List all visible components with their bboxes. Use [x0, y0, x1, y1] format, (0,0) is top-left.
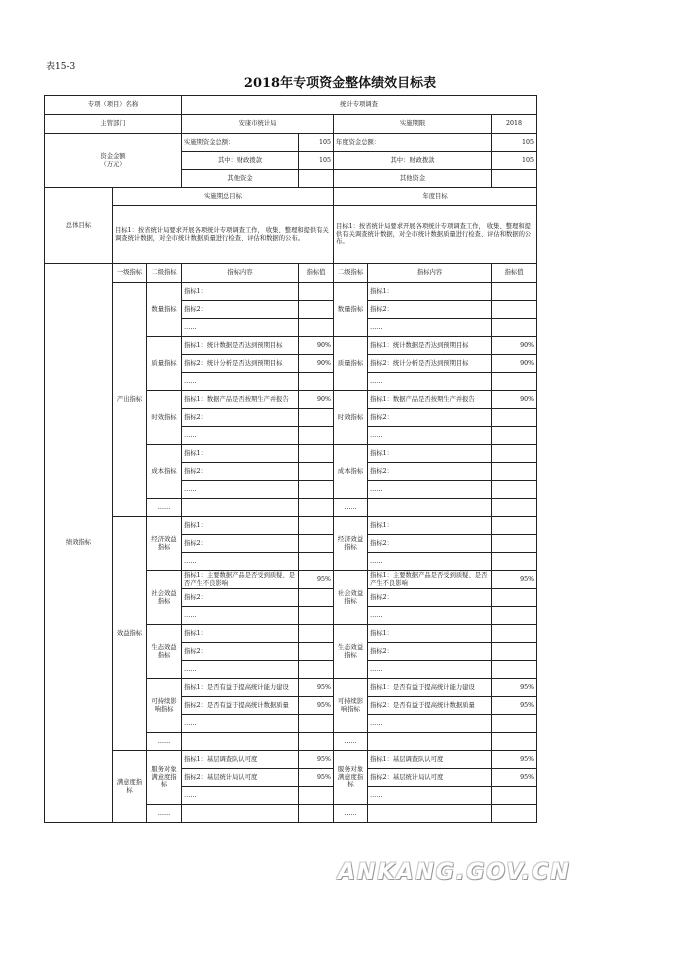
table-row — [45, 206, 537, 264]
service-satisfaction-indicator: 服务对象满意度指标 — [147, 751, 182, 805]
page-title: 2018年专项资金整体绩效目标表 — [243, 76, 437, 91]
table-row: 产出指标 数量指标 指标1： 数量指标 指标1： — [45, 283, 537, 301]
ecology-indicator-year: 生态效益指标 — [334, 625, 368, 679]
content-header: 指标内容 — [182, 264, 299, 283]
table-row: …… …… — [45, 661, 537, 679]
table-row: …… …… — [45, 481, 537, 499]
table-row: …… …… — [45, 805, 537, 823]
social-indicator-year: 社会效益指标 — [334, 571, 368, 625]
table-row: …… …… — [45, 733, 537, 751]
overall-goal-label: 总体目标 — [45, 188, 113, 264]
table-row — [45, 134, 537, 152]
level2-header: 二级指标 — [147, 264, 182, 283]
total-funds-value: 105 — [299, 134, 334, 152]
quality-indicator: 质量指标 — [147, 337, 182, 391]
department-value: 安康市统计局 — [182, 115, 334, 134]
table-row: 质量指标 指标1：统计数据是否达到预期目标 90% 质量指标 指标1：统计数据是否达到预期目标 90% — [45, 337, 537, 355]
quantity-indicator: 数量指标 — [147, 283, 182, 337]
table-row: 指标2： 指标2： — [45, 643, 537, 661]
value-year-header: 指标值 — [492, 264, 537, 283]
funds-label: 资金金额 （万元） — [45, 134, 182, 188]
year-fiscal-label: 其中：财政拨款 — [334, 152, 492, 170]
sustain-indicator-year: 可持续影响指标 — [334, 679, 368, 733]
period-value: 2018 — [492, 115, 537, 134]
timeliness-indicator-year: 时效指标 — [334, 391, 368, 445]
period-label: 实施期限 — [334, 115, 492, 134]
year-goal-text: 目标1：按省统计局要求开展各项统计专项调查工作， 收集、整理和提供有关调查统计数据，对全市统计数据质量进行检查、评估和数据的公布。 — [334, 206, 537, 264]
table-row: 生态效益指标 指标1： 生态效益指标 指标1： — [45, 625, 537, 643]
table-row: 满意度指标 服务对象满意度指标 指标1：基层调查队认可度 95% 服务对象满意度指标 指标1：基层调查队认可度 95% — [45, 751, 537, 769]
cost-indicator-year: 成本指标 — [334, 445, 368, 499]
fiscal-label: 其中：财政拨款 — [182, 152, 299, 170]
period-goal-text: 目标1：按省统计局要求开展各项统计专项调查工作， 收集、整理和提供有关调查统计数据，对全市统计数据质量进行检查、评估和数据的公布。 — [113, 206, 334, 264]
year-goal-header: 年度目标 — [334, 188, 537, 206]
output-indicator: 产出指标 — [113, 283, 147, 517]
level2-year-header: 二级指标 — [334, 264, 368, 283]
fiscal-value: 105 — [299, 152, 334, 170]
timeliness-indicator: 时效指标 — [147, 391, 182, 445]
ecology-indicator: 生态效益指标 — [147, 625, 182, 679]
other-funds-label: 其他资金 — [182, 170, 299, 188]
economic-indicator: 经济效益指标 — [147, 517, 182, 571]
table-row: 指标2：是否有益于提高统计数据质量 95% 指标2：是否有益于提高统计数据质量 95% — [45, 697, 537, 715]
table-row: 时效指标 指标1：数据产品是否按期生产并报告 90% 时效指标 指标1：数据产品是否按期生产并报告 90% — [45, 391, 537, 409]
satisfaction-indicator: 满意度指标 — [113, 751, 147, 823]
table-row: …… …… — [45, 553, 537, 571]
year-total-label: 年度资金总额： — [334, 134, 492, 152]
level1-header: 一级指标 — [113, 264, 147, 283]
quality-indicator-year: 质量指标 — [334, 337, 368, 391]
social-indicator: 社会效益指标 — [147, 571, 182, 625]
table-row: …… …… — [45, 787, 537, 805]
table-row: 指标2： 指标2： — [45, 301, 537, 319]
quantity-indicator-year: 数量指标 — [334, 283, 368, 337]
table-row: 指标2： 指标2： — [45, 409, 537, 427]
table-row: 成本指标 指标1： 成本指标 指标1： — [45, 445, 537, 463]
table-row — [45, 96, 537, 115]
year-fiscal-value: 105 — [492, 152, 537, 170]
table-code: 表15-3 — [46, 62, 76, 72]
table-row: 社会效益指标 指标1：主要数据产品是否受到质疑、是否产生不良影响 95% 社会效益指标 指标1：主要数据产品是否受到质疑、是否产生不良影响 95% — [45, 571, 537, 589]
content-year-header: 指标内容 — [368, 264, 492, 283]
table-row: …… …… — [45, 373, 537, 391]
table-row: 指标2： 指标2： — [45, 535, 537, 553]
project-name-value: 统计专项调查 — [182, 96, 537, 115]
table-row: …… …… — [45, 319, 537, 337]
table-row: …… …… — [45, 607, 537, 625]
cost-indicator: 成本指标 — [147, 445, 182, 499]
total-funds-label: 实施期资金总额： — [182, 134, 299, 152]
table-row: …… …… — [45, 715, 537, 733]
project-name-label: 专项（项目）名称 — [45, 96, 182, 115]
service-satisfaction-indicator-year: 服务对象满意度指标 — [334, 751, 368, 805]
sustain-indicator: 可持续影响指标 — [147, 679, 182, 733]
year-total-value: 105 — [492, 134, 537, 152]
table-row: 可持续影响指标 指标1：是否有益于提高统计能力建设 95% 可持续影响指标 指标1：是否有益于提高统计能力建设 95% — [45, 679, 537, 697]
table-row — [45, 188, 537, 206]
performance-table — [44, 95, 537, 823]
period-goal-header: 实施期总目标 — [113, 188, 334, 206]
table-row: 指标2：统计分析是否达到预期目标 90% 指标2：统计分析是否达到预期目标 90% — [45, 355, 537, 373]
economic-indicator-year: 经济效益指标 — [334, 517, 368, 571]
department-label: 主管部门 — [45, 115, 182, 134]
site-watermark: ANKANG.GOV.CN — [338, 860, 571, 885]
table-row: …… …… — [45, 427, 537, 445]
table-row: …… …… — [45, 499, 537, 517]
perf-indicator-label: 绩效指标 — [45, 264, 113, 823]
table-row: 效益指标 经济效益指标 指标1： 经济效益指标 指标1： — [45, 517, 537, 535]
year-other-label: 其他资金 — [334, 170, 492, 188]
table-row: 指标2：基层统计局认可度 95% 指标2：基层统计局认可度 95% — [45, 769, 537, 787]
table-row: 指标2： 指标2： — [45, 463, 537, 481]
value-header: 指标值 — [299, 264, 334, 283]
table-row — [45, 115, 537, 134]
effect-indicator: 效益指标 — [113, 517, 147, 751]
table-row: 指标2： 指标2： — [45, 589, 537, 607]
table-row — [45, 264, 537, 283]
